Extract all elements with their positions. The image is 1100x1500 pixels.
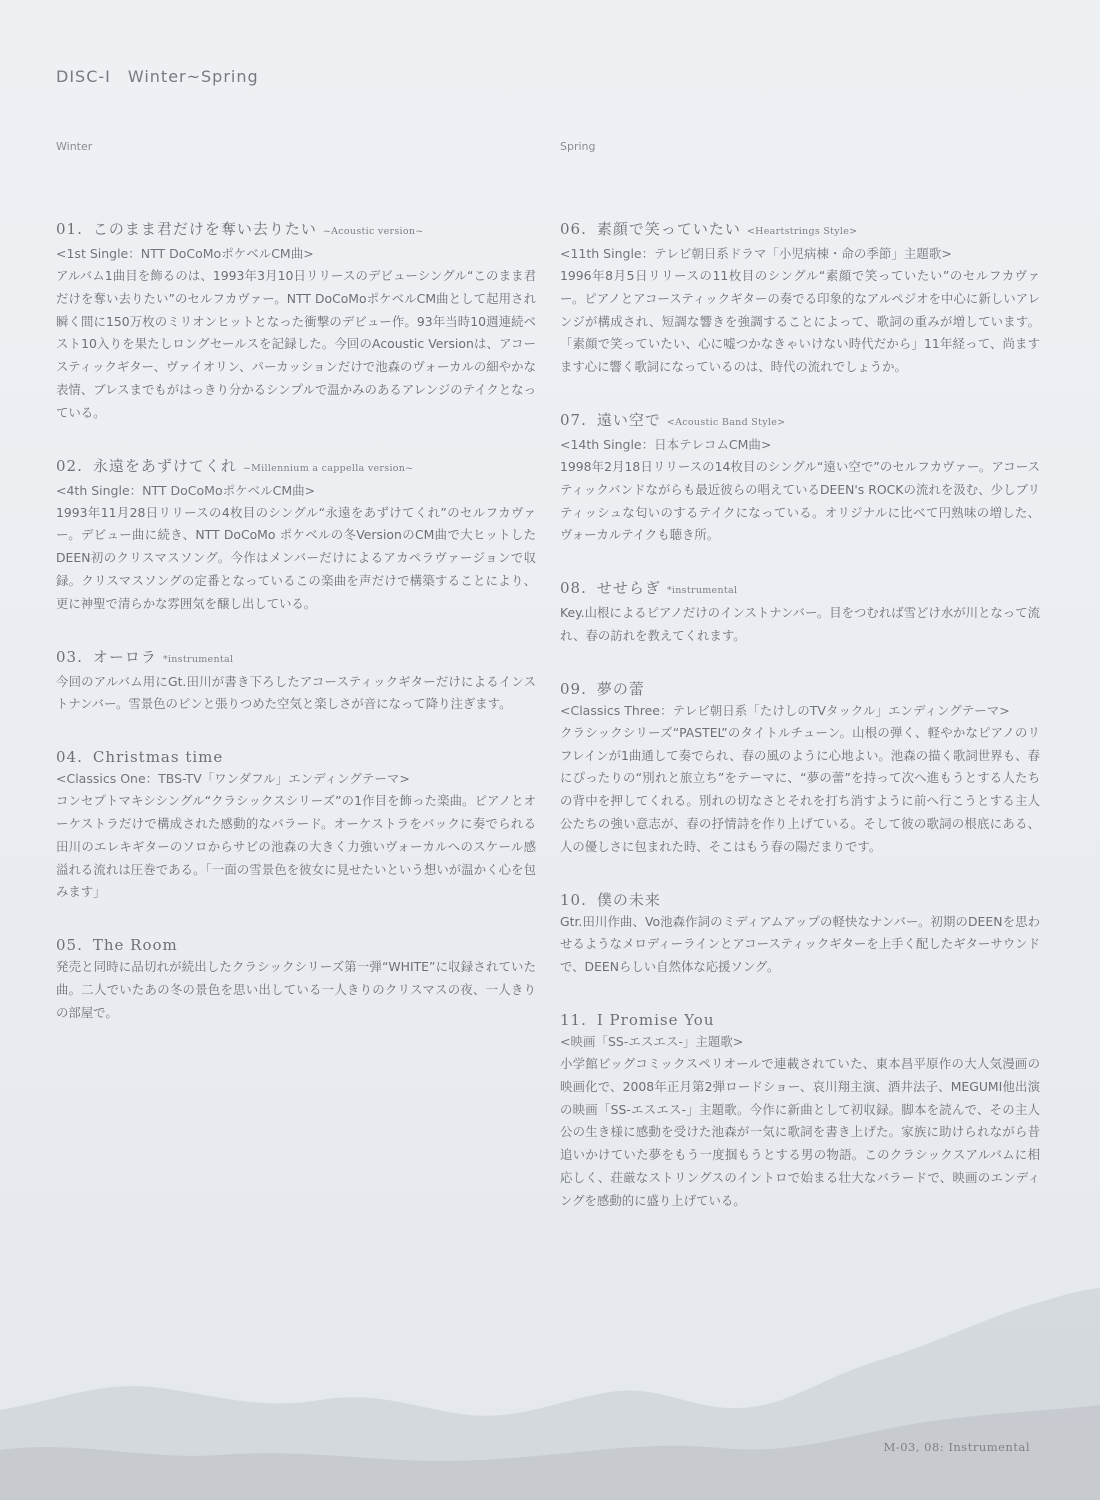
track-heading [56,646,536,671]
track-heading [56,934,536,956]
track-number: 03. [56,647,83,666]
track-description: クラシックシリーズ“PASTEL”のタイトルチューン。山根の弾く、軽やかなピアノのリフレインが1曲通して奏でられ、春の風のように心地よい。池森の描く歌詞世界も、春にぴったりの“別れと旅立ち”をテーマに、“夢の蕾”を持って次へ進もうとする人たちの背中を押してくれる。別れの切なさとそれを打ち消すように前へ行こうとする主人公たちの強い意志が、春の抒情詩を作り上げている。そして彼の歌詞の根底にある、人の優しさに包まれた時、そこはもう春の陽だまりです。 [560,724,1040,854]
track-number: 08. [560,579,587,598]
track-number: 02. [56,456,83,475]
track-entry [56,646,536,717]
track-description: Key.山根によるピアノだけのインストナンバー。目をつむれば雪どけ水が川となって流れ、春の訪れを教えてくれます。 [560,605,1040,643]
track-number: 06. [560,220,587,238]
track-number: 09. [560,679,587,698]
track-description: アルバム1曲目を飾るのは、1993年3月10日リリースのデビューシングル“このまま君だけを奪い去りたい”のセルフカヴァー。NTT DoCoMoポケベルCM曲として起用され瞬く間に150万枚のミリオンヒットとなった衝撃のデビュー作。93年当時10週連続ベスト10入りを果たしロングセールスを記録した。今回のAcoustic Versionは、アコースティックギター、ヴァイオリン、パーカッションだけで池森のヴォーカルの細やかな表情、ブレスまでもがはっきり分かるシンプルで温かみのあるアレンジのテイクとなっている。 [56,268,536,420]
track-entry [56,746,536,904]
track-entry [560,678,1040,859]
track-title: オーロラ [92,647,157,666]
track-heading [56,218,536,243]
track-description: 今回のアルバム用にGt.田川が書き下ろしたアコースティックギターだけによるインストナンバー。雪景色のピンと張りつめた空気と楽しさが音になって降り注ぎます。 [56,673,536,712]
track-entry [56,218,536,425]
track-tieup: <Classics One：TBS-TV「ワンダフル」エンディングテーマ> [56,771,410,787]
mountain-silhouette [0,1260,1100,1500]
track-entry [560,889,1040,979]
track-title: 遠い空で [596,410,661,429]
track-title: 素顔で笑っていたい [596,220,741,238]
track-number: 01. [56,220,83,238]
track-description: 小学館ビッグコミックスペリオールで連載されていた、東本昌平原作の大人気漫画の映画化で、2008年正月第2弾ロードショー、哀川翔主演、酒井法子、MEGUMI他出演の映画「SS-エスエス-」主題歌。今作に新曲として初収録。脚本を読んで、その主人公の生き様に感動を受けた池森が一気に歌詞を書き上げた。家族に助けられながら昔追いかけていた夢をもう一度掴もうとする男の物語。このクラシックスアルバムに相応しく、荘厳なストリングスのイントロで始まる壮大なバラードで、映画のエンディングを感動的に盛り上げている。 [560,1055,1040,1208]
track-tieup: <11th Single：テレビ朝日系ドラマ「小児病棟・命の季節」主題歌> [560,246,952,261]
track-entry [560,1009,1040,1213]
track-title: せせらぎ [596,579,661,598]
winter-column [56,218,536,1055]
track-entry [560,218,1040,379]
track-description: 発売と同時に品切れが続出したクラシックシリーズ第一弾“WHITE”に収録されていた曲。二人でいたあの冬の景色を思い出している一人きりのクリスマスの夜、一人きりの部屋で。 [56,959,536,1020]
track-tieup: <Classics Three：テレビ朝日系「たけしのTVタックル」エンディングテーマ> [560,702,1010,718]
season-label-spring: Spring [560,140,596,153]
track-description: 1996年8月5日リリースの11枚目のシングル“素顔で笑っていたい”のセルフカヴァー。ピアノとアコースティックギターの奏でる印象的なアルペジオを中心に新しいアレンジが構成され、短調な響きを強調することによって、歌詞の重みが増しています。「素顔で笑っていたい、心に嘘つかなきゃいけない時代だから」11年経って、尚ますます心に響く歌詞になっているのは、時代の流れでしょうか。 [560,268,1040,375]
track-title: 永遠をあずけてくれ [92,456,237,475]
track-heading [560,409,1040,434]
track-tieup: <1st Single：NTT DoCoMoポケベルCM曲> [56,246,314,261]
track-number: 07. [560,410,587,429]
disc-title: DISC-I Winter~Spring [56,67,259,86]
track-title: このまま君だけを奪い去りたい [92,220,317,238]
track-title: Christmas time [92,748,224,767]
spring-column [560,218,1040,1243]
track-entry [56,455,536,616]
track-title: I Promise You [596,1010,715,1029]
track-version: *instrumental [666,585,738,597]
track-description: 1993年11月28日リリースの4枚目のシングル“永遠をあずけてくれ”のセルフカヴァー。デビュー曲に続き、NTT DoCoMo ポケベルの冬VersionのCM曲で大ヒットしたDEEN初のクリスマスソング。今作はメンバーだけによるアカペラヴァージョンで収録。クリスマスソングの定番となっているこの楽曲を声だけで構築することにより、更に神聖で清らかな雰囲気を醸し出している。 [56,504,536,611]
track-version: <Heartstrings Style> [746,226,858,237]
track-number: 04. [56,748,83,767]
track-tieup: <映画「SS-エスエス-」主題歌> [560,1033,744,1049]
track-heading [560,889,1040,911]
track-title: 僕の未来 [596,890,661,909]
track-version: *instrumental [162,653,234,665]
track-title: The Room [92,936,178,955]
track-description: 1998年2月18日リリースの14枚目のシングル“遠い空で”のセルフカヴァー。アコースティックバンドながらも最近彼らの唱えているDEEN's ROCKの流れを汲む、少しブリティッシュな匂いのするテイクになっている。オリジナルに比べて円熟味の増した、ヴォーカルテイクも聴き所。 [560,458,1040,543]
track-description: Gtr.田川作曲、Vo池森作詞のミディアムアップの軽快なナンバー。初期のDEENを思わせるようなメロディーラインとアコースティックギターを上手く配したギターサウンドで、DEENらしい自然体な応援ソング。 [560,913,1040,975]
track-heading [56,455,536,480]
track-number: 05. [56,936,83,955]
track-entry [56,934,536,1024]
track-tieup: <14th Single：日本テレコムCM曲> [560,436,772,452]
season-label-winter: Winter [56,140,93,153]
track-number: 10. [560,890,587,909]
track-tieup: <4th Single：NTT DoCoMoポケベルCM曲> [56,482,316,498]
track-heading [560,1009,1040,1031]
track-description: コンセプトマキシシングル“クラシックスシリーズ”の1作目を飾った楽曲。ピアノとオーケストラだけで構成された感動的なバラード。オーケストラをバックに奏でられる田川のエレキギターのソロからサビの池森の大きく力強いヴォーカルへのスケール感溢れる流れは圧巻である。「一面の雪景色を彼女に見せたいという想いが温かく心を包みます」 [56,793,536,900]
track-heading [56,746,536,768]
track-version: ~Acoustic version~ [322,226,424,237]
track-version: ~Millennium a cappella version~ [242,462,414,474]
track-heading [560,678,1040,700]
track-entry [560,409,1040,547]
track-title: 夢の蕾 [596,679,645,698]
instrumental-footnote: M-03, 08: Instrumental [883,1440,1030,1454]
track-heading [560,218,1040,243]
track-heading [560,577,1040,602]
track-version: <Acoustic Band Style> [666,416,786,428]
track-number: 11. [560,1010,587,1029]
track-entry [560,577,1040,648]
